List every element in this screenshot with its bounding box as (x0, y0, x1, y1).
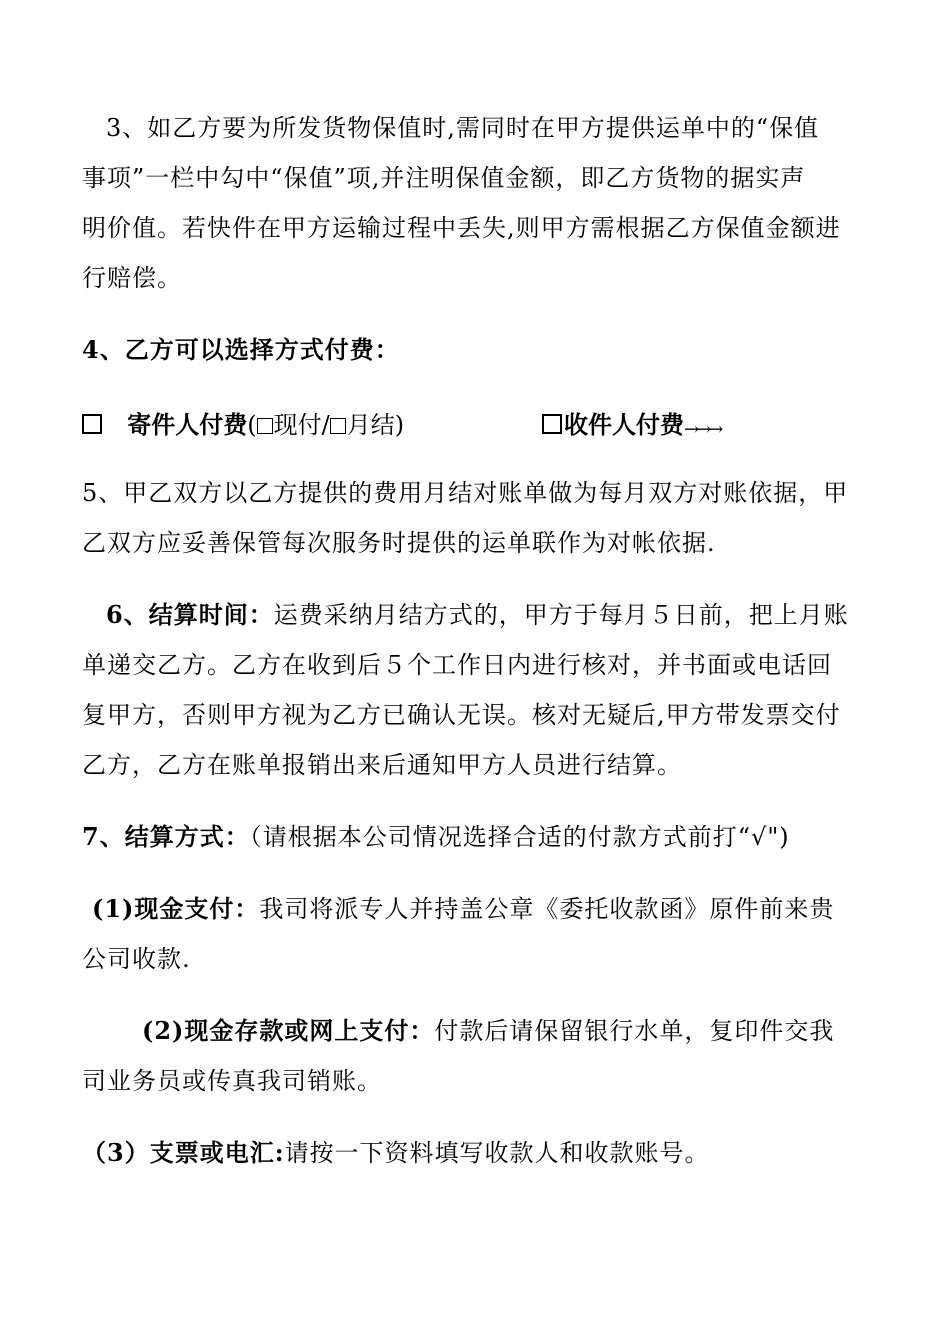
item-5-line: 乙双方应妥善保管每次服务时提供的运单联作为对帐依据. (82, 529, 716, 557)
sender-paren-open: ( (247, 411, 257, 439)
item-4-heading (82, 325, 862, 375)
sender-pays-label: 寄件人付费 (127, 410, 248, 439)
method-3-paragraph (82, 1128, 862, 1178)
cash-now-checkbox[interactable] (257, 418, 273, 434)
method-2-label: (2)现金存款或网上支付： (142, 1016, 435, 1045)
item-5-paragraph (82, 468, 862, 568)
item-6-line: 单递交乙方。乙方在收到后５个工作日内进行核对，并书面或电话回 (82, 651, 832, 679)
cash-now-label: 现付/ (273, 411, 330, 439)
item-7-heading (82, 812, 862, 862)
receiver-pays-checkbox[interactable] (542, 414, 562, 434)
item-7-label: 7、结算方式： (82, 822, 250, 851)
item-6-paragraph (82, 590, 862, 790)
method-2-line: 司业务员或传真我司销账。 (82, 1067, 382, 1095)
item-7-instruction: （请根据本公司情况选择合适的付款方式前打“√") (249, 823, 790, 851)
receiver-pays-option[interactable] (542, 400, 720, 455)
method-2-first-line: 付款后请保留银行水单，复印件交我 (434, 1017, 835, 1045)
item-6-line: 乙方，乙方在账单报销出来后通知甲方人员进行结算。 (82, 751, 682, 779)
method-1-label: (1)现金支付： (92, 894, 260, 923)
arrows-icon: →→→ (684, 419, 721, 440)
item-3-line: 事项”一栏中勾中“保值”项,并注明保值金额，即乙方货物的据实声 (82, 164, 806, 192)
item-6-line: 复甲方，否则甲方视为乙方已确认无误。核对无疑后,甲方带发票交付 (82, 701, 841, 729)
item-3-line: 3、如乙方要为所发货物保值时,需同时在甲方提供运单中的“保值 (106, 114, 820, 142)
method-3-label: （3）支票或电汇: (82, 1138, 285, 1167)
method-1-first-line: 我司将派专人并持盖公章《委托收款函》原件前来贵 (259, 895, 835, 923)
item-3-line: 明价值。若快件在甲方运输过程中丢失,则甲方需根据乙方保值金额进 (82, 214, 841, 242)
item-5-line: 5、甲乙双方以乙方提供的费用月结对账单做为每月双方对账依据，甲 (82, 479, 849, 507)
item-4-heading-text: 4、乙方可以选择方式付费： (82, 335, 400, 364)
sender-pays-checkbox[interactable] (82, 414, 102, 434)
item-6-label: 6、结算时间： (106, 600, 274, 629)
method-1-line: 公司收款. (82, 945, 191, 973)
monthly-checkbox[interactable] (330, 418, 346, 434)
method-2-paragraph (82, 1006, 862, 1106)
method-1-paragraph (82, 884, 862, 984)
item-3-paragraph (82, 103, 862, 303)
method-3-instruction: 请按一下资料填写收款人和收款账号。 (284, 1139, 710, 1167)
payment-options-row (82, 400, 862, 450)
item-3-line: 行赔偿。 (82, 264, 182, 292)
item-6-first-line: 运费采纳月结方式的，甲方于每月５日前，把上月账 (273, 601, 849, 629)
monthly-label: 月结) (346, 411, 405, 439)
sender-pays-option[interactable] (82, 400, 404, 450)
receiver-pays-label: 收件人付费 (564, 410, 684, 439)
